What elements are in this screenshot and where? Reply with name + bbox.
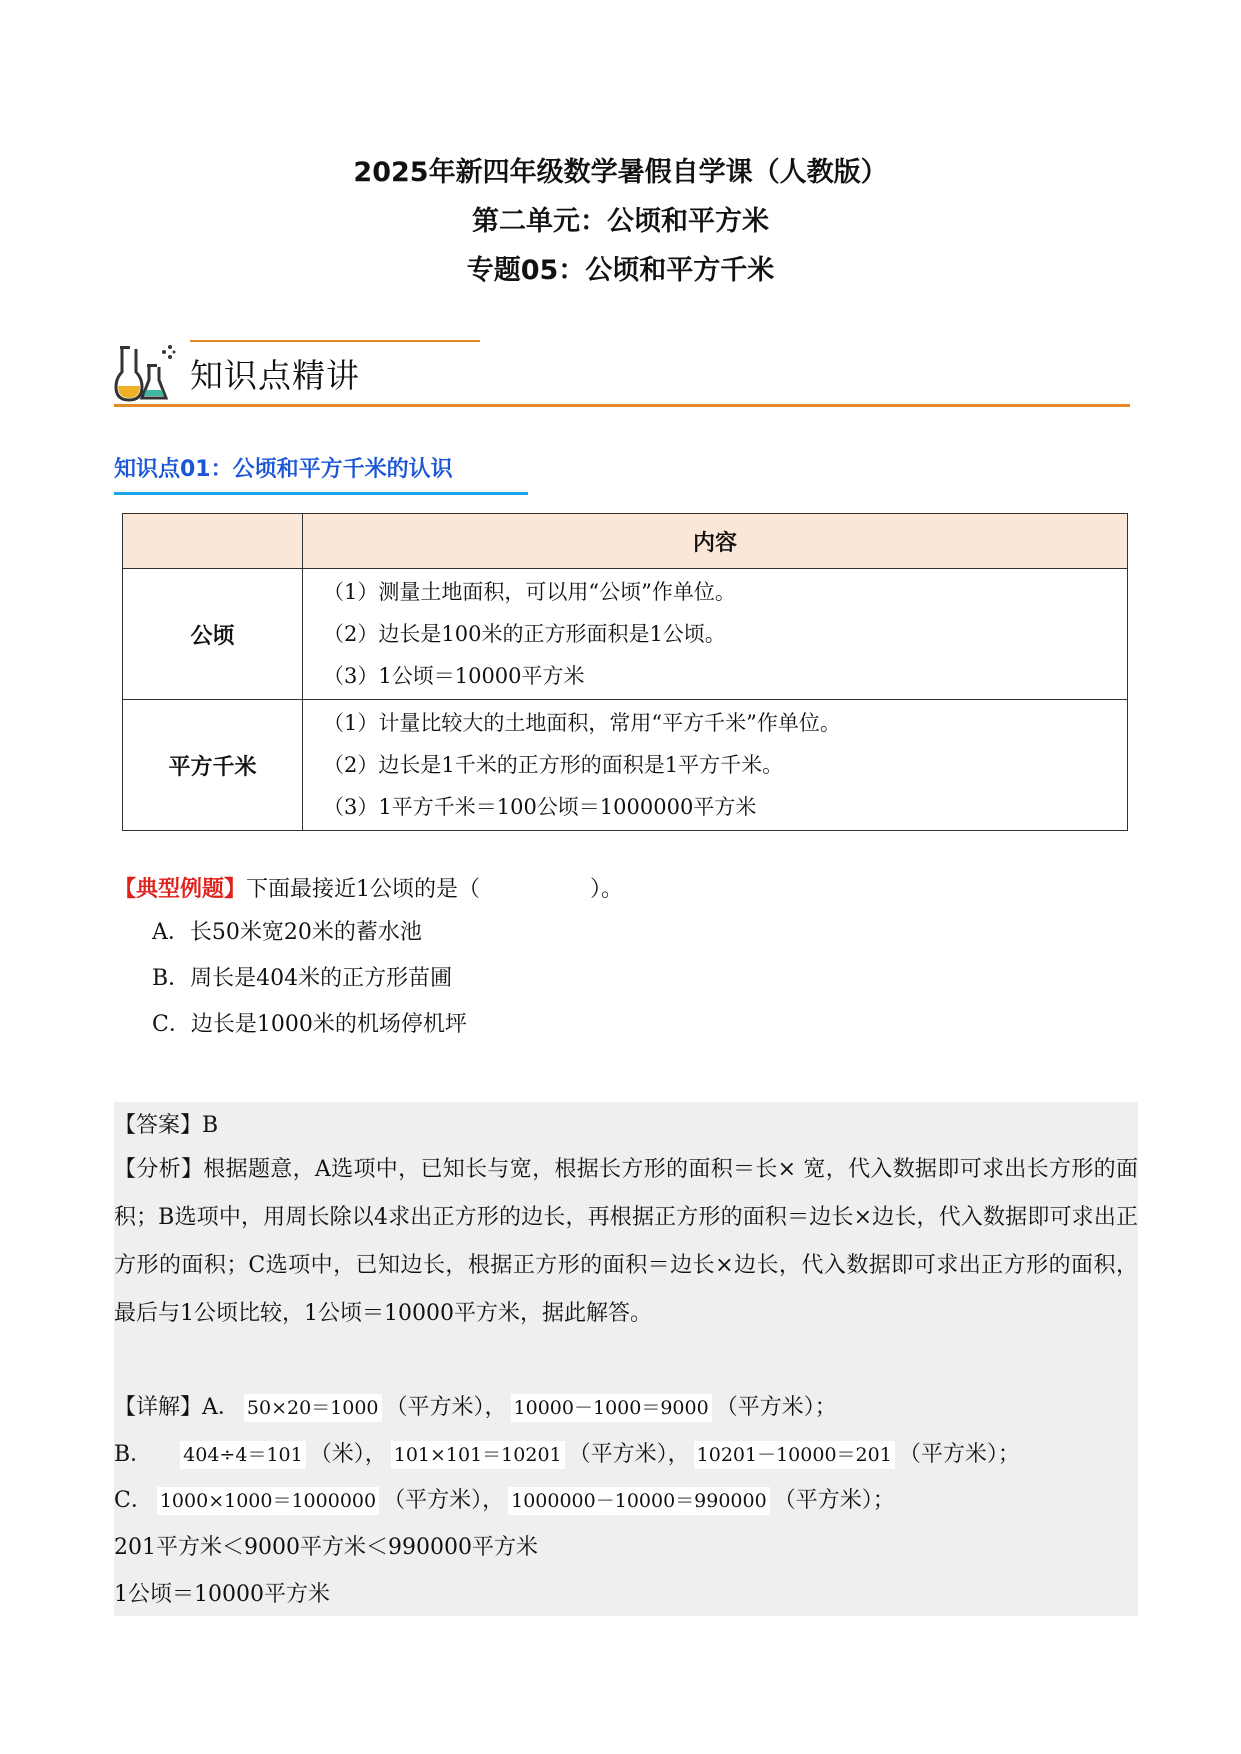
section-label: 知识点精讲 — [190, 356, 360, 395]
content-line: （3）1平方千米＝100公顷＝1000000平方米 — [323, 795, 757, 819]
detail-b — [114, 1435, 1138, 1475]
formula: 10201－10000＝201 — [694, 1441, 895, 1469]
conclusion-line: 1公顷＝10000平方米 — [114, 1582, 330, 1607]
analysis-text: 【分析】根据题意，A选项中，已知长与宽，根据长方形的面积＝长× 宽，代入数据即可求出长方形的面积；B选项中，用周长除以4求出正方形的边长，再根据正方形的面积＝边长×边长，代入数据即可求出正方形的面积；C选项中，已知边长，根据正方形的面积＝边长×边长，代入数据即可求出正方形的面积，最后与1公顷比较，1公顷＝10000平方米，据此解答。 — [114, 1157, 1138, 1326]
row-name-hectare: 公顷 — [123, 569, 303, 700]
unit-text: （平方米）； — [773, 1488, 895, 1513]
question-line — [114, 870, 623, 910]
question-text: 下面最接近1公顷的是（ ）。 — [246, 877, 624, 902]
section-bottom-rule — [114, 404, 1130, 407]
unit-text: （米）， — [309, 1442, 387, 1467]
unit-text: （平方米）； — [715, 1395, 837, 1420]
content-line: （2）边长是100米的正方形面积是1公顷。 — [323, 622, 726, 646]
table-header-empty — [123, 514, 303, 569]
formula: 10000－1000＝9000 — [511, 1394, 712, 1422]
option-b: B．周长是404米的正方形苗圃 — [152, 966, 453, 991]
detail-a — [114, 1388, 1138, 1428]
unit-text: （平方米）， — [568, 1442, 690, 1467]
topic-title: 专题05：公顷和平方千米 — [466, 255, 775, 286]
example-question — [114, 870, 623, 1048]
section-top-rule — [190, 340, 480, 342]
knowledge-table — [122, 513, 1128, 831]
detail-c — [114, 1481, 1138, 1521]
course-title: 2025年新四年级数学暑假自学课（人教版） — [353, 157, 888, 188]
document-header — [0, 148, 1241, 295]
answer-line: 【答案】B — [114, 1113, 219, 1138]
unit-text: （平方米）， — [383, 1488, 505, 1513]
option-a: A．长50米宽20米的蓄水池 — [152, 920, 422, 945]
content-line: （1）测量土地面积，可以用“公顷”作单位。 — [323, 580, 736, 604]
knowledge-point-title: 知识点01：公顷和平方千米的认识 — [114, 457, 453, 482]
content-line: （2）边长是1千米的正方形的面积是1平方千米。 — [323, 753, 784, 777]
flask-icon — [114, 342, 178, 402]
table-header-content: 内容 — [303, 514, 1128, 569]
row-name-square-km: 平方千米 — [123, 700, 303, 831]
table-header-row — [123, 514, 1128, 569]
detail-c-prefix: C． — [114, 1488, 153, 1513]
unit-text: （平方米）； — [898, 1442, 1020, 1467]
detail-a-prefix: 【详解】A． — [114, 1395, 240, 1420]
content-line: （3）1公顷＝10000平方米 — [323, 664, 585, 688]
comparison-line: 201平方米＜9000平方米＜990000平方米 — [114, 1535, 538, 1560]
row-content-square-km — [303, 700, 1128, 831]
formula: 404÷4＝101 — [180, 1441, 306, 1469]
formula: 101×101＝10201 — [391, 1441, 565, 1469]
knowledge-point-underline — [114, 492, 528, 495]
formula: 50×20＝1000 — [244, 1394, 382, 1422]
row-content-hectare — [303, 569, 1128, 700]
unit-title: 第二单元：公顷和平方米 — [472, 206, 769, 237]
unit-text: （平方米）， — [385, 1395, 507, 1420]
example-tag: 【典型例题】 — [114, 877, 247, 902]
formula: 1000×1000＝1000000 — [157, 1487, 379, 1515]
table-row — [123, 569, 1128, 700]
formula: 1000000－10000＝990000 — [508, 1487, 770, 1515]
content-line: （1）计量比较大的土地面积，常用“平方千米”作单位。 — [323, 711, 841, 735]
section-header — [114, 340, 1130, 408]
detail-b-prefix: B． — [114, 1442, 153, 1467]
table-row — [123, 700, 1128, 831]
option-c: C．边长是1000米的机场停机坪 — [152, 1012, 467, 1037]
